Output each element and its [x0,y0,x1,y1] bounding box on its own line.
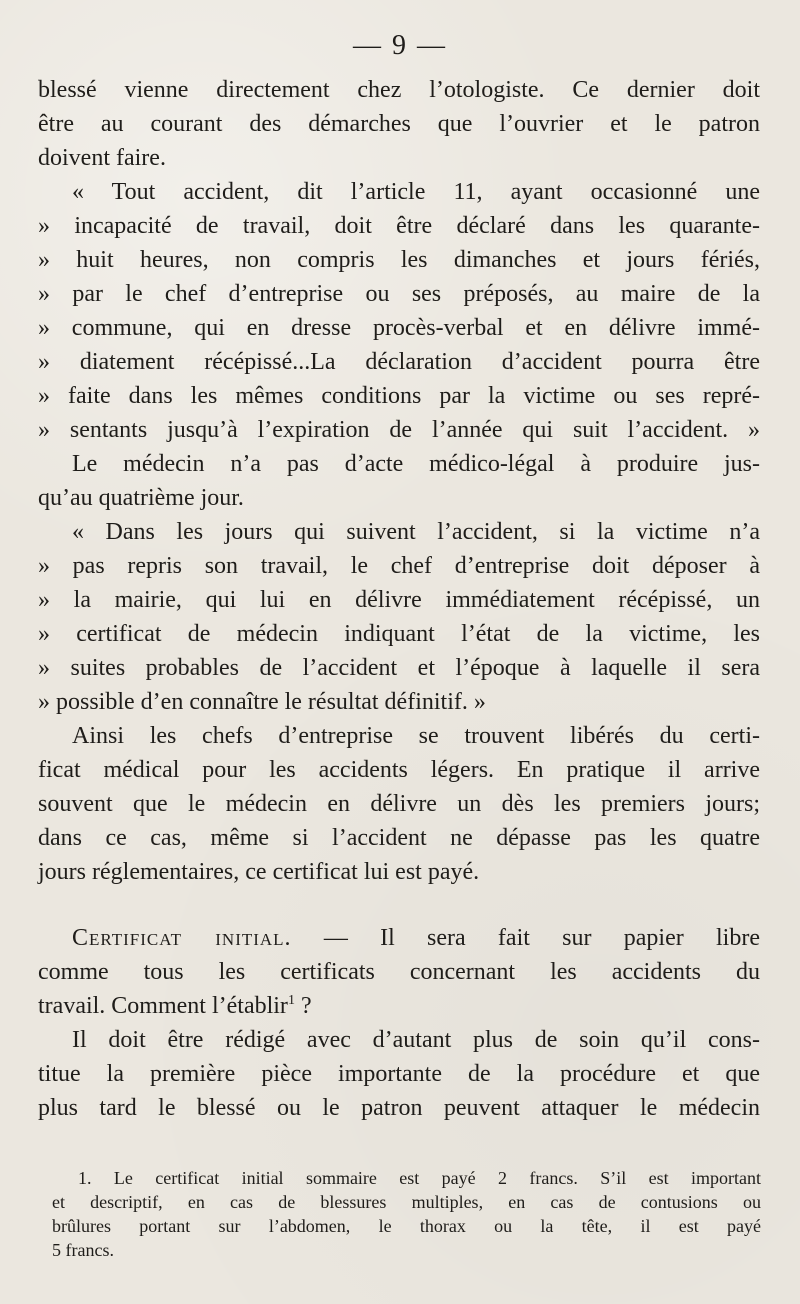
text-line: jours réglementaires, ce certificat lui est payé. [38,859,480,885]
section-text: travail. Comment l’établir [38,993,288,1019]
paragraph-3 [38,447,760,515]
text-line: titue la première pièce importante de la procédure et que [38,1061,760,1087]
text-line: blessé vienne directement chez l’otologiste. Ce dernier doit [38,77,760,103]
text-line: doivent faire. [38,145,166,171]
footnote-reference: 1 [287,993,295,1008]
text-line: » certificat de médecin indiquant l’état de la victime, les [38,621,760,647]
text-line: ficat médical pour les accidents légers. En pratique il arrive [38,757,760,783]
text-line: » par le chef d’entreprise ou ses préposés, au maire de la [38,281,760,307]
paragraph-4-quote [38,515,760,719]
text-line: souvent que le médecin en délivre un dès les premiers jours; [38,791,760,817]
footnote-line: brûlures portant sur l’abdomen, le thorax ou la tête, il est payé [52,1216,761,1236]
text-line: comme tous les certificats concernant les accidents du [38,959,760,985]
text-line: » huit heures, non compris les dimanches et jours fériés, [38,247,760,273]
text-line: » diatement récépissé...La déclaration d’accident pourra être [38,349,760,375]
section-certificat-initial [38,921,760,1023]
paragraph-2-quote [38,175,760,447]
text-line: » possible d’en connaître le résultat définitif. » [38,689,486,715]
section-heading: Certificat initial. [72,925,292,951]
text-line: Le médecin n’a pas d’acte médico-légal à produire jus- [72,451,760,477]
section-text: ? [294,993,312,1019]
text-line: dans ce cas, même si l’accident ne dépasse pas les quatre [38,825,760,851]
text-line: Ainsi les chefs d’entreprise se trouvent libérés du certi- [72,723,760,749]
footnote-line: 5 francs. [52,1240,114,1260]
text-line: être au courant des démarches que l’ouvrier et le patron [38,111,760,137]
footnote-line: et descriptif, en cas de blessures multiples, en cas de contusions ou [52,1192,761,1212]
text-line: » commune, qui en dresse procès-verbal et en délivre immé- [38,315,760,341]
main-text [38,73,760,1125]
page-number: — 9 — [353,30,447,61]
paragraph-5 [38,719,760,889]
text-line: » incapacité de travail, doit être déclaré dans les quarante- [38,213,760,239]
paragraph-1 [38,73,760,175]
text-line [38,989,760,1023]
text-line: « Tout accident, dit l’article 11, ayant occasionné une [72,179,760,205]
text-line: qu’au quatrième jour. [38,485,244,511]
text-line: » sentants jusqu’à l’expiration de l’année qui suit l’accident. » [38,417,760,443]
footnote-line: 1. Le certificat initial sommaire est payé 2 francs. S’il est important [78,1168,761,1188]
text-line: » pas repris son travail, le chef d’entreprise doit déposer à [38,553,760,579]
text-line: plus tard le blessé ou le patron peuvent attaquer le médecin [38,1095,760,1121]
paragraph-7 [38,1023,760,1125]
text-line: Il doit être rédigé avec d’autant plus de soin qu’il cons- [72,1027,760,1053]
text-line: « Dans les jours qui suivent l’accident, si la victime n’a [72,519,760,545]
footnote [52,1166,761,1262]
text-line [38,921,760,955]
section-spacer [38,889,760,921]
text-line: » suites probables de l’accident et l’époque à laquelle il sera [38,655,760,681]
section-text: — Il sera fait sur papier libre [291,925,760,951]
text-line: » faite dans les mêmes conditions par la victime ou ses repré- [38,383,760,409]
text-line: » la mairie, qui lui en délivre immédiatement récépissé, un [38,587,760,613]
